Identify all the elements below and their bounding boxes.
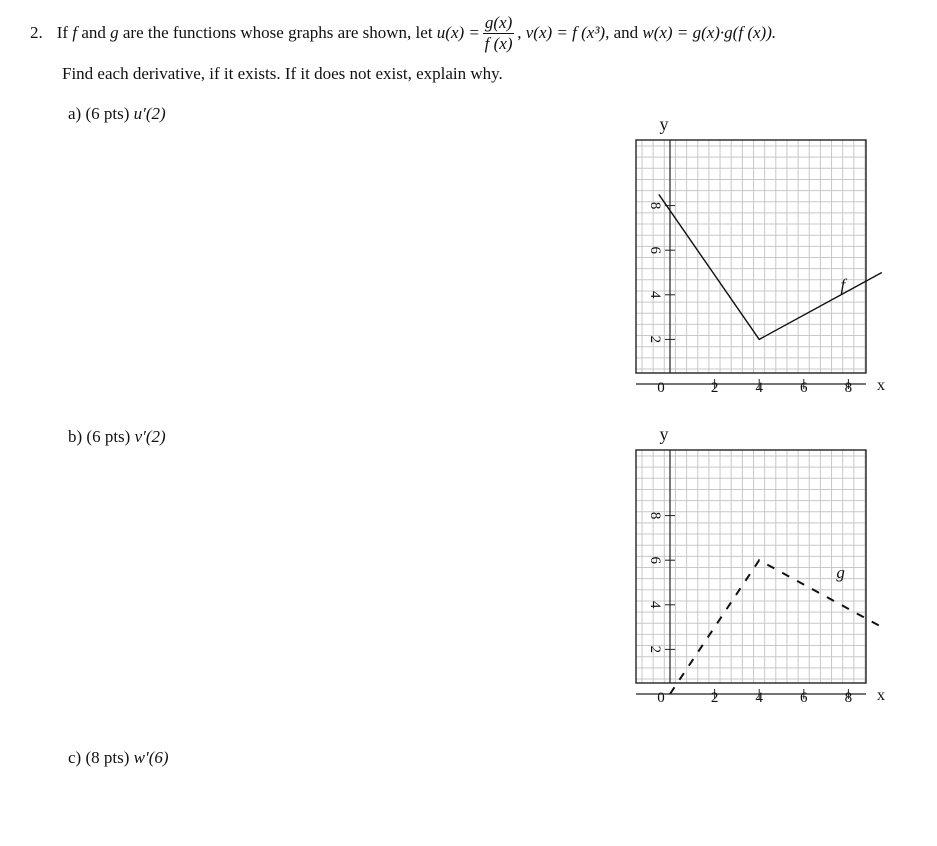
x-tick-label: 2: [710, 690, 719, 706]
y-axis-label: y: [659, 424, 669, 444]
part-b: [68, 427, 166, 447]
y-tick-label: 4: [647, 291, 663, 299]
origin-label: 0: [657, 380, 665, 396]
x-tick-label: 8: [844, 690, 853, 706]
part-points: (6 pts): [85, 104, 130, 123]
y-tick-label: 2: [647, 335, 663, 344]
x-tick-label: 6: [800, 380, 808, 396]
part-label: a): [68, 104, 82, 123]
part-points: (6 pts): [86, 427, 131, 446]
part-a: [68, 104, 166, 124]
x-tick-label: 4: [755, 690, 763, 706]
intro-text-1: If: [56, 23, 69, 43]
and-text: and: [81, 23, 106, 43]
intro-text-2: are the functions whose graphs are shown, let: [122, 23, 433, 43]
w-definition: w(x) = g(x)·g(f (x)).: [642, 23, 777, 43]
problem-number: 2.: [30, 23, 43, 43]
y-tick-label: 6: [647, 246, 663, 254]
part-expression: w′(6): [133, 748, 169, 767]
graph-f: [610, 112, 890, 396]
part-expression: v′(2): [134, 427, 166, 446]
x-tick-label: 6: [800, 690, 808, 706]
u-definition-lhs: u(x) =: [436, 23, 480, 43]
var-f: f: [72, 23, 78, 43]
var-g: g: [110, 23, 119, 43]
x-axis-label: x: [877, 687, 885, 704]
curve-label-f: f: [840, 275, 846, 295]
y-tick-label: 8: [647, 201, 663, 210]
y-axis-label: y: [659, 114, 669, 134]
and-text-2: and: [613, 23, 639, 43]
y-tick-label: 4: [647, 601, 663, 609]
part-expression: u′(2): [133, 104, 166, 123]
y-tick-label: 2: [647, 645, 663, 654]
instructions: Find each derivative, if it exists. If it does not exist, explain why.: [62, 64, 503, 83]
y-tick-label: 8: [647, 511, 663, 520]
comma: ,: [517, 23, 522, 43]
x-tick-label: 2: [710, 380, 719, 396]
curve-label-g: g: [836, 563, 845, 583]
x-axis-label: x: [877, 377, 885, 394]
u-fraction: [483, 14, 514, 53]
part-c: [68, 748, 169, 768]
graph-g: [610, 422, 890, 706]
origin-label: 0: [657, 690, 665, 706]
x-tick-label: 4: [755, 380, 763, 396]
y-tick-label: 6: [647, 556, 663, 564]
part-label: c): [68, 748, 82, 767]
u-denominator: f (x): [484, 33, 513, 53]
u-numerator: g(x): [484, 13, 513, 32]
series-line-f: [659, 194, 882, 339]
part-points: (8 pts): [85, 748, 130, 767]
part-label: b): [68, 427, 83, 446]
x-tick-label: 8: [844, 380, 853, 396]
v-definition: v(x) = f (x³),: [525, 23, 610, 43]
problem-statement: [30, 14, 776, 53]
